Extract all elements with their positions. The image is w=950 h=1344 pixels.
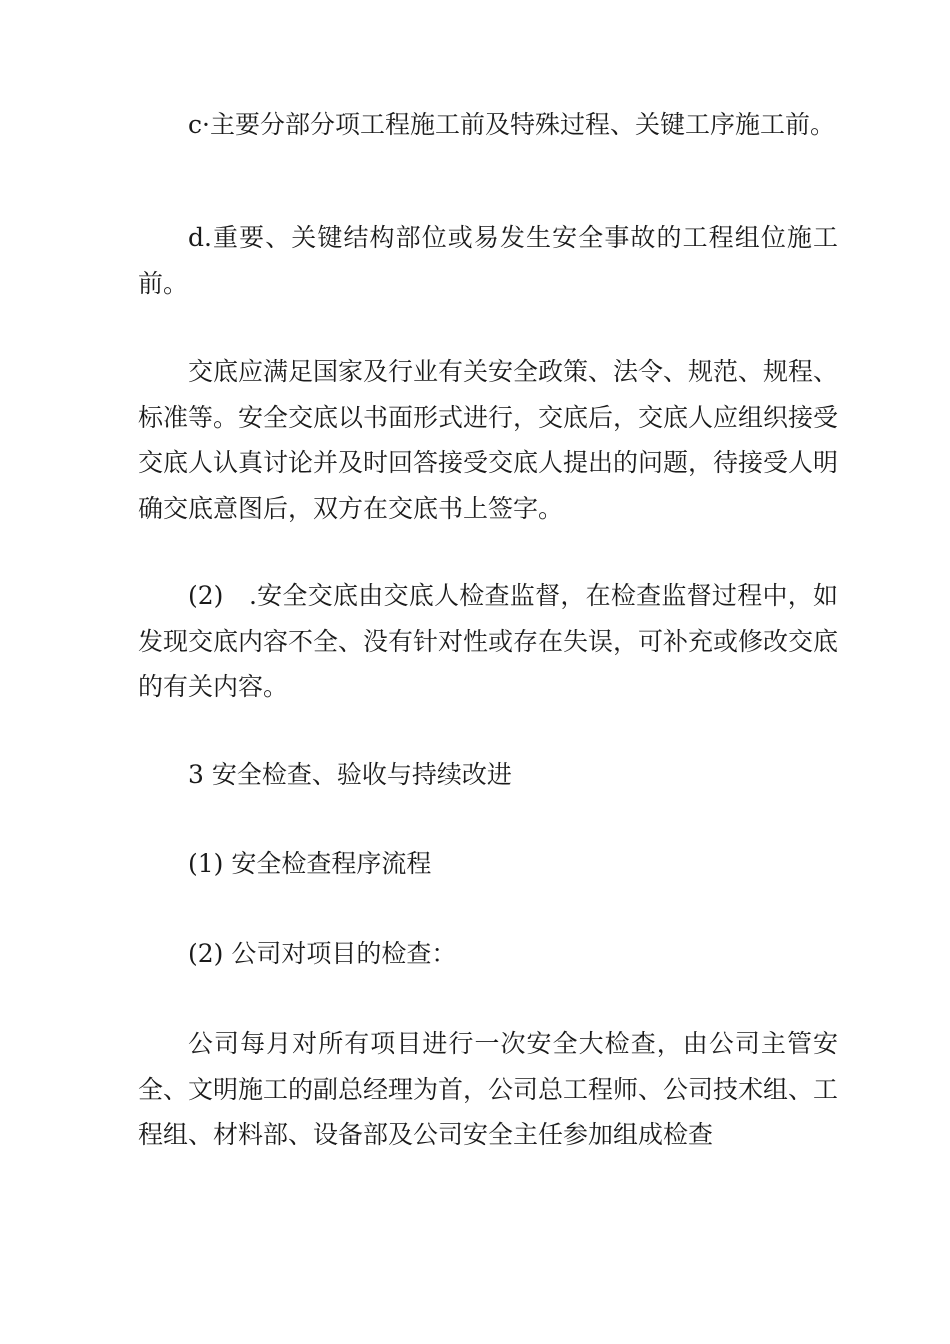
paragraph-c-item: c·主要分部分项工程施工前及特殊过程、关键工序施工前。 xyxy=(188,110,835,139)
paragraph-company-inspection: 公司每月对所有项目进行一次安全大检查，由公司主管安全、文明施工的副总经理为首，公司总工程师、公司技术组、工程组、材料部、设备部及公司安全主任参加组成检查 xyxy=(138,1029,839,1149)
paragraph-d-item: d.重要、关键结构部位或易发生安全事故的工程组位施工前。 xyxy=(138,223,838,298)
paragraph-briefing-supervision: (2) .安全交底由交底人检查监督，在检查监督过程中，如发现交底内容不全、没有针对性或存在失误，可补充或修改交底的有关内容。 xyxy=(138,581,839,701)
paragraph-briefing-requirements: 交底应满足国家及行业有关安全政策、法令、规范、规程、标准等。安全交底以书面形式进行，交底后，交底人应组织接受交底人认真讨论并及时回答接受交底人提出的问题，待接受人明确交底意图后，双方在交底书上签字。 xyxy=(138,357,839,523)
subheading-1: (1) 安全检查程序流程 xyxy=(188,849,432,878)
section-heading-3: 3 安全检查、验收与持续改进 xyxy=(188,760,512,789)
subheading-2: (2) 公司对项目的检查： xyxy=(188,939,457,968)
